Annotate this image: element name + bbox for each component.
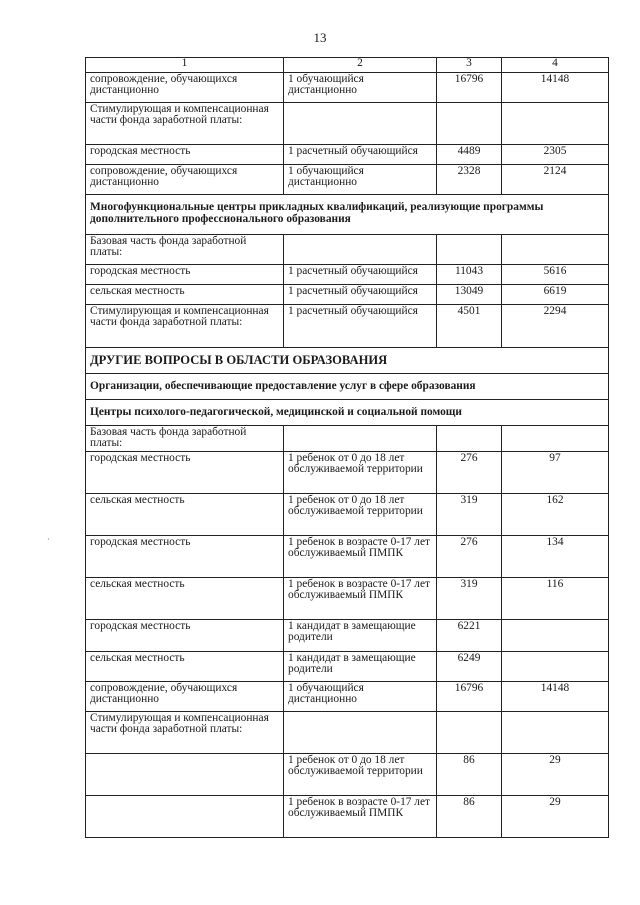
category-cell: Стимулирующая и компенсационная части фонда заработной платы: bbox=[86, 103, 284, 145]
value-cell-4 bbox=[502, 712, 609, 754]
section-row bbox=[86, 195, 609, 235]
value-cell-3: 86 bbox=[437, 754, 502, 796]
unit-cell: 1 ребенок от 0 до 18 лет обслуживаемой территории bbox=[284, 452, 437, 494]
value-cell-3: 319 bbox=[437, 578, 502, 620]
table-row bbox=[86, 165, 609, 195]
category-cell: сопровождение, обучающихся дистанционно bbox=[86, 165, 284, 195]
section-row bbox=[86, 348, 609, 374]
unit-cell bbox=[284, 712, 437, 754]
header-cell-4: 4 bbox=[502, 58, 609, 73]
table-row bbox=[86, 103, 609, 145]
stray-mark: · bbox=[47, 535, 50, 544]
category-cell: сельская местность bbox=[86, 494, 284, 536]
header-cell-1: 1 bbox=[86, 58, 284, 73]
value-cell-4: 97 bbox=[502, 452, 609, 494]
value-cell-3: 16796 bbox=[437, 682, 502, 712]
section-row bbox=[86, 374, 609, 400]
header-cell-3: 3 bbox=[437, 58, 502, 73]
unit-cell: 1 расчетный обучающийся bbox=[284, 145, 437, 165]
table-row bbox=[86, 578, 609, 620]
table-row bbox=[86, 494, 609, 536]
value-cell-3: 276 bbox=[437, 452, 502, 494]
unit-cell: 1 кандидат в замещающие родители bbox=[284, 620, 437, 652]
value-cell-4 bbox=[502, 652, 609, 682]
unit-cell: 1 расчетный обучающийся bbox=[284, 265, 437, 285]
category-cell: Стимулирующая и компенсационная части фонда заработной платы: bbox=[86, 305, 284, 348]
value-cell-3: 86 bbox=[437, 796, 502, 838]
standards-table bbox=[85, 57, 609, 838]
category-cell: городская местность bbox=[86, 145, 284, 165]
value-cell-3: 13049 bbox=[437, 285, 502, 305]
value-cell-3: 276 bbox=[437, 536, 502, 578]
value-cell-4 bbox=[502, 426, 609, 452]
table-row bbox=[86, 265, 609, 285]
category-cell: сопровождение, обучающихся дистанционно bbox=[86, 682, 284, 712]
category-cell bbox=[86, 754, 284, 796]
value-cell-4: 6619 bbox=[502, 285, 609, 305]
table-body bbox=[86, 58, 609, 838]
value-cell-4: 2294 bbox=[502, 305, 609, 348]
table-row bbox=[86, 145, 609, 165]
value-cell-3: 16796 bbox=[437, 73, 502, 103]
table-row bbox=[86, 652, 609, 682]
value-cell-4: 162 bbox=[502, 494, 609, 536]
category-cell: городская местность bbox=[86, 620, 284, 652]
value-cell-3: 319 bbox=[437, 494, 502, 536]
value-cell-4 bbox=[502, 620, 609, 652]
category-cell: Стимулирующая и компенсационная части фонда заработной платы: bbox=[86, 712, 284, 754]
unit-cell: 1 кандидат в замещающие родители bbox=[284, 652, 437, 682]
table-row bbox=[86, 754, 609, 796]
table-row bbox=[86, 712, 609, 754]
value-cell-3: 11043 bbox=[437, 265, 502, 285]
section-row bbox=[86, 400, 609, 426]
value-cell-4: 2124 bbox=[502, 165, 609, 195]
value-cell-4: 29 bbox=[502, 754, 609, 796]
value-cell-4: 14148 bbox=[502, 73, 609, 103]
unit-cell bbox=[284, 426, 437, 452]
value-cell-3: 4501 bbox=[437, 305, 502, 348]
value-cell-3: 2328 bbox=[437, 165, 502, 195]
category-cell: городская местность bbox=[86, 536, 284, 578]
header-cell-2: 2 bbox=[284, 58, 437, 73]
value-cell-4 bbox=[502, 235, 609, 265]
unit-cell: 1 обучающийся дистанционно bbox=[284, 165, 437, 195]
table-row bbox=[86, 235, 609, 265]
table-row bbox=[86, 73, 609, 103]
section-heading: Организации, обеспечивающие предоставление услуг в сфере образования bbox=[86, 374, 609, 400]
value-cell-4: 116 bbox=[502, 578, 609, 620]
unit-cell: 1 ребенок в возрасте 0-17 лет обслуживаемый ПМПК bbox=[284, 578, 437, 620]
category-cell: сопровождение, обучающихся дистанционно bbox=[86, 73, 284, 103]
value-cell-3 bbox=[437, 103, 502, 145]
unit-cell: 1 расчетный обучающийся bbox=[284, 305, 437, 348]
category-cell: сельская местность bbox=[86, 578, 284, 620]
unit-cell: 1 ребенок от 0 до 18 лет обслуживаемой территории bbox=[284, 494, 437, 536]
category-cell bbox=[86, 796, 284, 838]
table-row bbox=[86, 426, 609, 452]
header-row bbox=[86, 58, 609, 73]
table-row bbox=[86, 796, 609, 838]
value-cell-3 bbox=[437, 426, 502, 452]
section-heading: Центры психолого-педагогической, медицинской и социальной помощи bbox=[86, 400, 609, 426]
section-heading: ДРУГИЕ ВОПРОСЫ В ОБЛАСТИ ОБРАЗОВАНИЯ bbox=[86, 348, 609, 374]
unit-cell: 1 ребенок в возрасте 0-17 лет обслуживаемый ПМПК bbox=[284, 796, 437, 838]
unit-cell bbox=[284, 235, 437, 265]
unit-cell: 1 обучающийся дистанционно bbox=[284, 73, 437, 103]
category-cell: Базовая часть фонда заработной платы: bbox=[86, 426, 284, 452]
value-cell-4: 29 bbox=[502, 796, 609, 838]
value-cell-3 bbox=[437, 235, 502, 265]
unit-cell bbox=[284, 103, 437, 145]
value-cell-3 bbox=[437, 712, 502, 754]
value-cell-4: 5616 bbox=[502, 265, 609, 285]
unit-cell: 1 ребенок в возрасте 0-17 лет обслуживаемый ПМПК bbox=[284, 536, 437, 578]
value-cell-3: 6221 bbox=[437, 620, 502, 652]
table-row bbox=[86, 285, 609, 305]
unit-cell: 1 ребенок от 0 до 18 лет обслуживаемой территории bbox=[284, 754, 437, 796]
value-cell-4: 2305 bbox=[502, 145, 609, 165]
unit-cell: 1 обучающийся дистанционно bbox=[284, 682, 437, 712]
table-row bbox=[86, 305, 609, 348]
value-cell-4 bbox=[502, 103, 609, 145]
category-cell: Базовая часть фонда заработной платы: bbox=[86, 235, 284, 265]
table-row bbox=[86, 536, 609, 578]
unit-cell: 1 расчетный обучающийся bbox=[284, 285, 437, 305]
value-cell-4: 14148 bbox=[502, 682, 609, 712]
category-cell: сельская местность bbox=[86, 285, 284, 305]
table-row bbox=[86, 620, 609, 652]
value-cell-3: 6249 bbox=[437, 652, 502, 682]
category-cell: городская местность bbox=[86, 452, 284, 494]
category-cell: сельская местность bbox=[86, 652, 284, 682]
value-cell-4: 134 bbox=[502, 536, 609, 578]
section-heading: Многофункциональные центры прикладных квалификаций, реализующие программы дополнительного профессионального образования bbox=[86, 195, 609, 235]
table-row bbox=[86, 452, 609, 494]
value-cell-3: 4489 bbox=[437, 145, 502, 165]
page-number: 13 bbox=[313, 30, 327, 45]
category-cell: городская местность bbox=[86, 265, 284, 285]
table-row bbox=[86, 682, 609, 712]
